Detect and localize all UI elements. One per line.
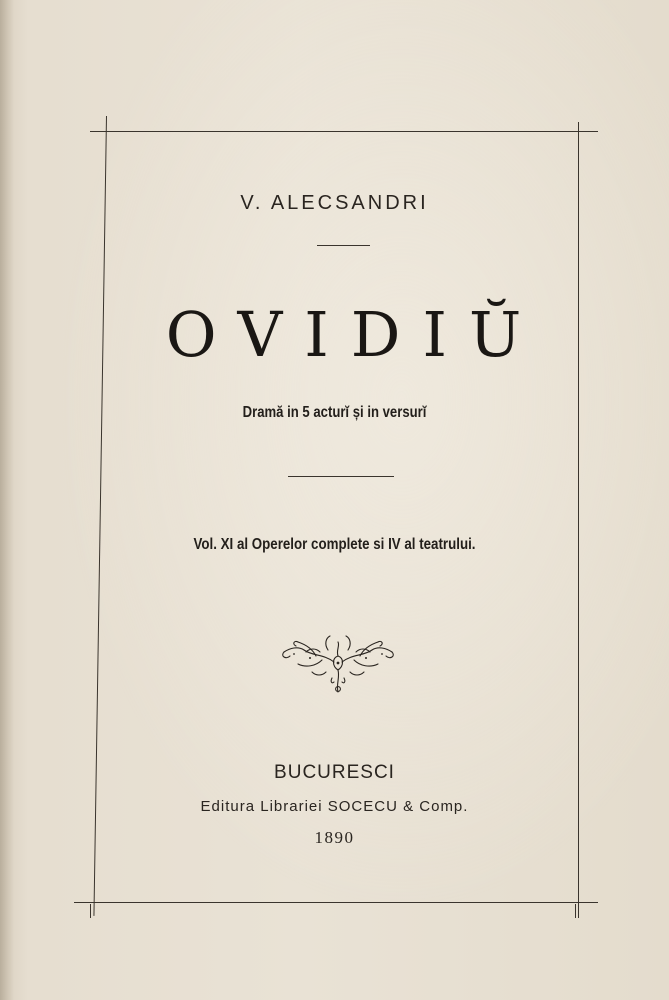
frame-bottom-rule: [74, 902, 598, 903]
publication-city: BUCURESCI: [274, 762, 395, 783]
frame-left-rule: [93, 116, 107, 916]
volume-note: Vol. XI al Operelor complete si IV al teatrului.: [193, 536, 476, 553]
frame-top-rule: [90, 131, 598, 132]
frame-corner-tick-br: [575, 904, 576, 918]
author-name: V. ALECSANDRI: [240, 192, 429, 214]
book-title: OVIDIŬ: [165, 298, 544, 371]
author-divider: [317, 245, 370, 246]
subtitle-divider: [288, 476, 394, 477]
book-subtitle: Dramă in 5 acturĭ și in versurĭ: [242, 404, 427, 421]
publication-year: 1890: [314, 828, 355, 847]
book-binding-edge: [0, 0, 14, 1000]
frame-corner-tick-bl: [90, 904, 91, 918]
floral-vignette-icon: [276, 632, 400, 694]
publisher-name: Editura Librariei SOCECU & Comp.: [200, 798, 469, 815]
